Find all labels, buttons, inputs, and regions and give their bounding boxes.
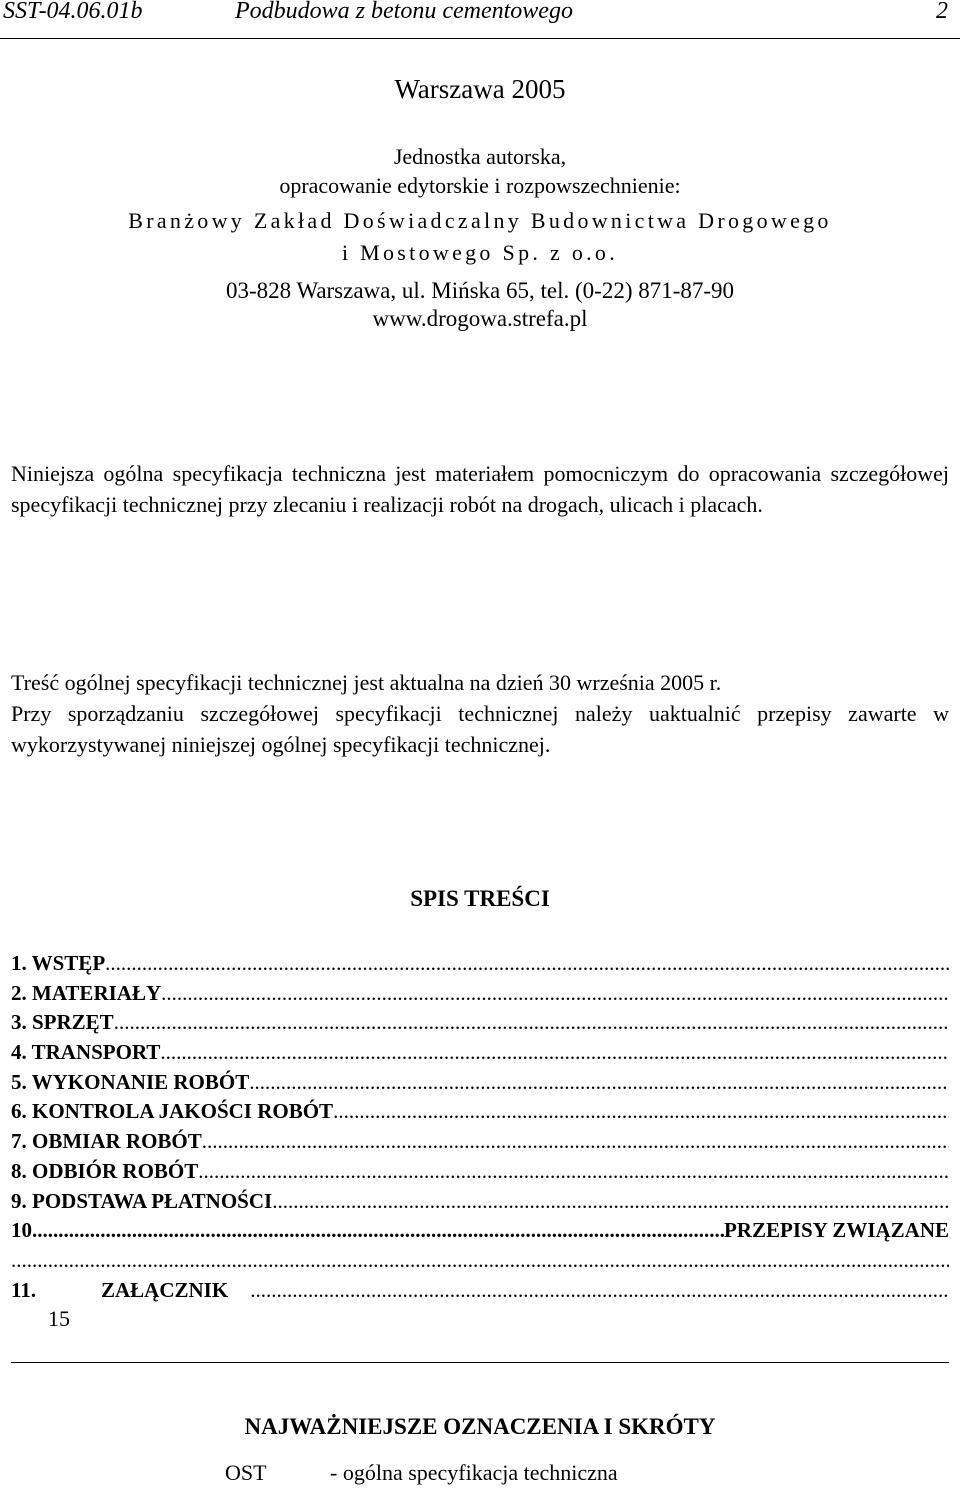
toc-item[interactable] (11, 1216, 949, 1246)
publisher-website: www.drogowa.strefa.pl (372, 306, 588, 331)
toc-leader (114, 1008, 949, 1038)
publisher-name-line-1: Branżowy Zakład Doświadczalny Budownictwa Drogowego (128, 208, 832, 233)
toc-item-number: 10. (11, 1218, 38, 1243)
toc-leader (250, 1276, 949, 1306)
toc-item[interactable] (11, 1127, 949, 1157)
toc-item-number: 11. (11, 1277, 37, 1302)
abbreviation-term: OST (225, 1460, 267, 1485)
table-of-contents (11, 949, 949, 1305)
city-year: Warszawa 2005 (394, 74, 566, 104)
imprint-line-2: opracowanie edytorskie i rozpowszechnienie: (279, 173, 681, 198)
toc-item[interactable] (11, 979, 949, 1009)
toc-item-label: 2. MATERIAŁY (11, 980, 162, 1005)
toc-leader (333, 1097, 949, 1127)
toc-item-label: 1. WSTĘP (11, 951, 106, 975)
abbreviation-definition: - ogólna specyfikacja techniczna (330, 1460, 618, 1485)
toc-item[interactable] (11, 1068, 949, 1098)
toc-item-label: 8. ODBIÓR ROBÓT (11, 1158, 199, 1183)
toc-leader (249, 1068, 949, 1098)
toc-leader (160, 1038, 949, 1068)
notice-text: Przy sporządzaniu szczegółowej specyfikacji technicznej należy uaktualnić przepisy zawarte w wykorzystywanej niniejszej ogólnej specyfikacji technicznej. (11, 701, 949, 757)
toc-item[interactable] (11, 949, 949, 979)
toc-item-label: 6. KONTROLA JAKOŚCI ROBÓT (11, 1099, 334, 1124)
toc-item[interactable] (11, 1097, 949, 1127)
toc-leader (202, 1127, 949, 1157)
notice-paragraph (11, 667, 949, 760)
toc-item-label: ZAŁĄCZNIK (101, 1277, 229, 1302)
publisher-name-line-2: i Mostowego Sp. z o.o. (341, 240, 619, 265)
spec-code: SST-04.06.01b (3, 0, 143, 24)
toc-item[interactable] (11, 1276, 949, 1306)
toc-title: SPIS TREŚCI (410, 886, 550, 911)
section-divider (11, 1362, 949, 1363)
toc-item-label: 7. OBMIAR ROBÓT (11, 1129, 202, 1154)
toc-leader (11, 1246, 949, 1276)
abbreviations-title: NAJWAŻNIEJSZE OZNACZENIA I SKRÓTY (244, 1414, 716, 1439)
publisher-address: 03-828 Warszawa, ul. Mińska 65, tel. (0-22) 871-87-90 (225, 278, 735, 303)
toc-item[interactable] (11, 1187, 949, 1217)
toc-item[interactable] (11, 1008, 949, 1038)
toc-item-label: PRZEPISY ZWIĄZANE (723, 1218, 949, 1243)
toc-item-label: 4. TRANSPORT (11, 1040, 161, 1065)
toc-leader (161, 979, 949, 1009)
page-number: 2 (936, 0, 948, 24)
toc-item-continuation (11, 1246, 949, 1276)
toc-leader (272, 1187, 949, 1217)
imprint-line-1: Jednostka autorska, (393, 144, 567, 169)
running-header (0, 0, 960, 39)
toc-item[interactable] (11, 1157, 949, 1187)
toc-item-page: 15 (48, 1306, 70, 1331)
toc-item[interactable] (11, 1038, 949, 1068)
intro-paragraph: Niniejsza ogólna specyfikacja techniczna jest materiałem pomocniczym do opracowania szczegółowej specyfikacji technicznej przy zlecaniu i realizacji robót na drogach, ulicach i placach. (11, 461, 949, 517)
toc-item-label: 3. SPRZĘT (11, 1010, 114, 1035)
toc-item-label: 9. PODSTAWA PŁATNOŚCI (11, 1188, 273, 1213)
toc-leader (105, 949, 949, 979)
toc-leader (37, 1216, 724, 1246)
toc-leader (198, 1157, 949, 1187)
spec-title: Podbudowa z betonu cementowego (235, 0, 573, 24)
toc-item-label: 5. WYKONANIE ROBÓT (11, 1069, 250, 1094)
notice-date-line: Treść ogólnej specyfikacji technicznej jest aktualna na dzień 30 września 2005 r. (11, 670, 722, 695)
